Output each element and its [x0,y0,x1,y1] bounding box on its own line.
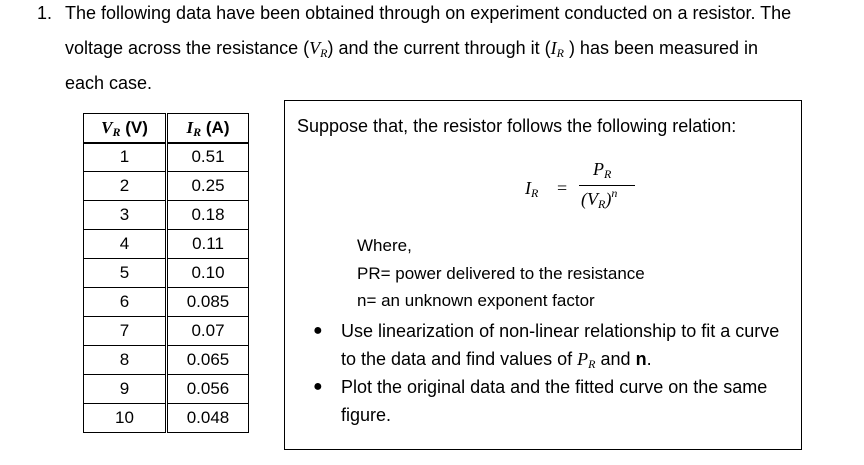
question-line-2-text-b: ) and the current through it ( [327,38,551,58]
cell-vr: 10 [84,404,167,433]
formula-lhs: $I_R$ [525,178,539,200]
table-row [84,201,249,230]
cell-ir: 0.065 [167,346,249,375]
table-row [84,172,249,201]
n-definition: n= an unknown exponent factor [357,291,595,310]
bullet-dot: ● [313,378,323,395]
cell-ir: 0.048 [167,404,249,433]
cell-ir: 0.25 [167,172,249,201]
where-label: Where, [357,236,412,255]
question-line-3: each case. [65,73,153,93]
cell-ir: 0.51 [167,143,249,172]
bullet-2-line-2: figure. [341,405,392,425]
table-row [84,375,249,404]
cell-ir: 0.085 [167,288,249,317]
header-ir: $I_R$ (A) [167,114,249,143]
table-row [84,404,249,433]
table-row [84,288,249,317]
pr-definition: PR= power delivered to the resistance [357,264,645,283]
bullet-1-line-1: Use linearization of non-linear relationship to fit a curve [341,321,780,341]
n-bold: n [635,349,647,369]
table-row [84,259,249,288]
cell-ir: 0.18 [167,201,249,230]
formula-numerator: $P_R$ [593,159,612,181]
pr-symbol: $P_R$ [577,349,596,371]
cell-vr: 4 [84,230,167,259]
bullet-1-line-2: to the data and find values of $P_R$ and n. [341,349,652,371]
formula-equals: = [557,178,568,198]
cell-vr: 1 [84,143,167,172]
cell-ir: 0.07 [167,317,249,346]
header-vr: $V_R$ (V) [84,114,167,143]
bullet-2-line-1: Plot the original data and the fitted curve on the same [341,377,768,397]
table-row [84,230,249,259]
cell-vr: 8 [84,346,167,375]
fraction-bar [579,185,635,186]
table-row [84,346,249,375]
cell-vr: 6 [84,288,167,317]
question-line-2 [65,37,758,59]
ir-symbol: $I_R$ [550,38,564,60]
cell-vr: 7 [84,317,167,346]
cell-vr: 9 [84,375,167,404]
relation-intro: Suppose that, the resistor follows the following relation: [297,116,737,136]
table-row [84,143,249,172]
cell-ir: 0.10 [167,259,249,288]
cell-ir: 0.11 [167,230,249,259]
cell-vr: 2 [84,172,167,201]
question-line-1: The following data have been obtained through on experiment conducted on a resistor. The [65,3,792,23]
data-table [83,113,249,433]
cell-vr: 3 [84,201,167,230]
bullet-dot: ● [313,322,323,339]
table-row [84,317,249,346]
question-line-2-text-c: ) has been measured in [563,38,759,58]
table-body [84,143,249,433]
formula-denominator: $(V_R)^n$ [581,186,618,211]
vr-symbol: $V_R$ [309,38,328,60]
table-header-row [84,114,249,143]
question-line-2-text-a: voltage across the resistance ( [65,38,310,58]
question-number: 1. [37,3,53,23]
relation-box [284,100,802,450]
cell-vr: 5 [84,259,167,288]
cell-ir: 0.056 [167,375,249,404]
